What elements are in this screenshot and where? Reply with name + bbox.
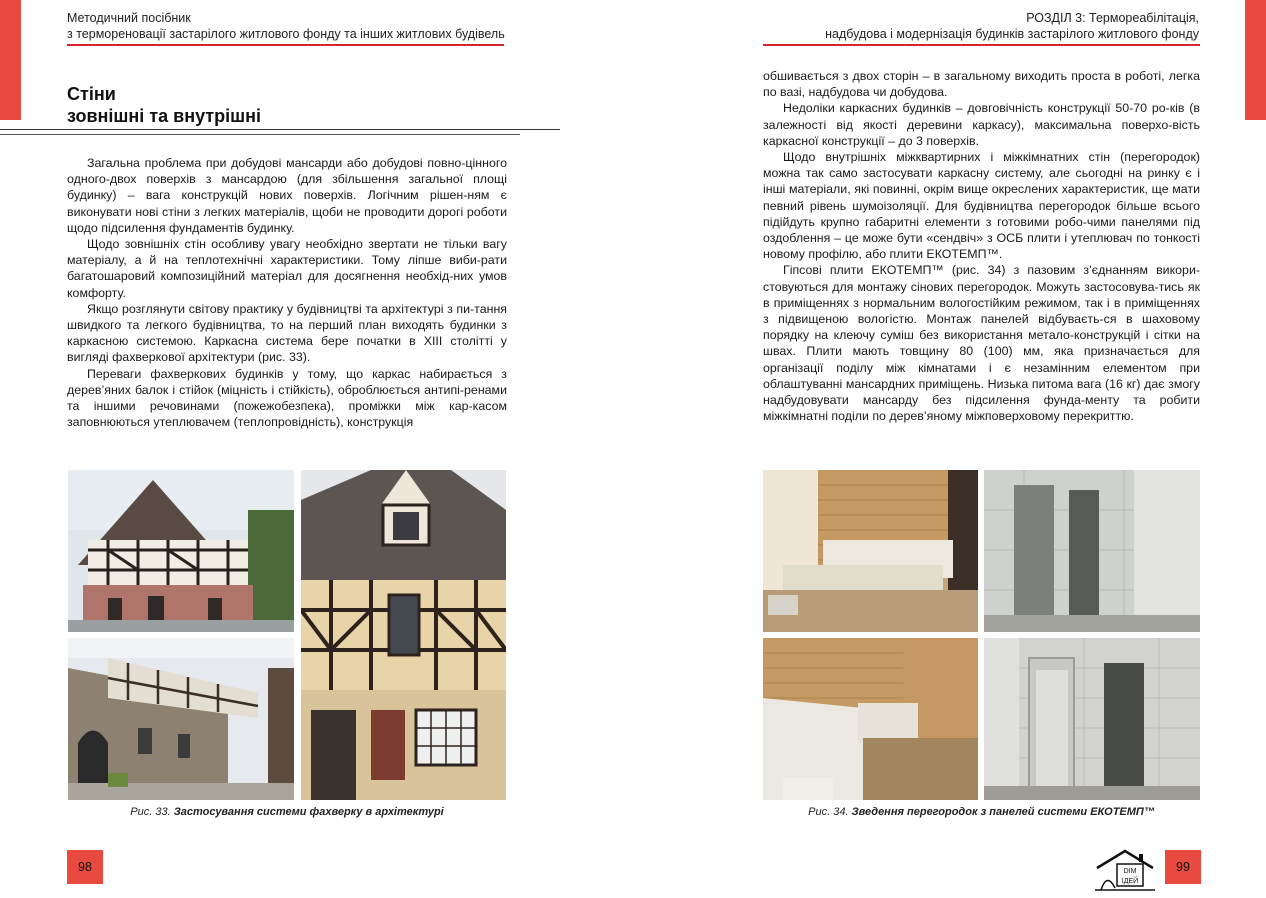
body-text: [67, 155, 507, 430]
page-number: 98: [67, 850, 103, 884]
caption-text: Застосування системи фахверку в архітектурі: [173, 806, 444, 818]
paragraph: Щодо зовнішніх стін особливу увагу необхідно звертати не тільки вагу матеріалу, а й на теплотехнічні характеристики. Тому ліпше виби-рати багатошаровий композиційний матеріал для досягнення необхід-них умов комфорту.: [67, 237, 507, 300]
photo-timber-street: [68, 638, 294, 800]
section-subtitle: зовнішні та внутрішні: [67, 106, 261, 126]
photo-panels-brick-room-1: [763, 470, 978, 632]
photo-timber-house-1: [68, 470, 294, 632]
header-line-2: з термореновації застарілого житлового фонду та інших житлових будівель: [67, 27, 505, 41]
header-line-1: РОЗДІЛ 3: Термореабілітація,: [1026, 11, 1199, 25]
paragraph: Загальна проблема при добудові мансарди або добудові повно-цінного одного-двох поверхів з мансардою (для збільшення загальної площі будинку) – вага конструкцій нових поверхів. Логічним рішен-ням є виконувати нові стіни з легких матеріалів, щоби не проводити дорогі роботи щодо підсилення фундаментів будинку.: [67, 156, 507, 235]
logo-text-top: DIM: [1123, 868, 1137, 875]
figure-caption: [763, 806, 1200, 818]
caption-prefix: Рис. 34.: [808, 806, 849, 818]
header-rule: [67, 44, 504, 46]
paragraph: обшивається з двох сторін – в загальному виходить проста в роботі, легка по вазі, надбудова чи добудова.: [763, 69, 1200, 100]
right-page: [633, 0, 1266, 898]
paragraph: Якщо розглянути світову практику у будівництві та архітектурі з пи-тання швидкого та легкого будівництва, то на перший план виходять будинки з каркасною системою. Каркасна система бере початки в XIII столітті у вигляді фахверкової архітектури (рис. 33).: [67, 301, 507, 365]
dim-idei-logo: [1093, 848, 1157, 892]
title-underline: [0, 129, 560, 130]
running-header: [759, 10, 1199, 42]
paragraph: Щодо внутрішніх міжквартирних і міжкімнатних стін (перегородок) можна так само застосувати каркасну систему, але сьогодні на ринку є і інші матеріали, які повинні, окрім вище окреслених характеристик, ще мати певний рівень шумоізоляції. Для будівництва перегородок більше всього підійдуть крупно габаритні елементи з готовими робо-чими панелями під оздоблення – це може бути «сендвіч» з ОСБ плити і утеплювач по тонкості новому профілю, або плити ЕКОТЕМП™.: [763, 150, 1200, 262]
paragraph: Переваги фахверкових будинків у тому, що каркас набирається з дерев’яних балок і стійок (міцність і стійкість), оброблюється антипі-ренами та іншими речовинами (пожежобезпека), проміжки між кар-касом заповнюються утеплювачем (теплопровідність), конструкція: [67, 366, 507, 430]
photo-panels-doorways-1: [984, 470, 1200, 632]
section-title: Стіни: [67, 84, 116, 104]
header-line-1: Методичний посібник: [67, 11, 191, 25]
header-line-2: надбудова і модернізація будинків застарілого житлового фонду: [825, 27, 1199, 41]
red-edge-tab: [0, 0, 21, 120]
caption-prefix: Рис. 33.: [130, 806, 171, 818]
photo-timber-house-2: [301, 470, 506, 800]
caption-text: Зведення перегородок з панелей системи ЕКОТЕМП™: [851, 806, 1155, 818]
figure-caption: [68, 806, 506, 818]
header-rule: [763, 44, 1200, 46]
title-underline-thin: [0, 134, 520, 135]
red-edge-tab: [1245, 0, 1266, 120]
page-number: 99: [1165, 850, 1201, 884]
photo-panels-doorways-2: [984, 638, 1200, 800]
photo-panels-brick-room-2: [763, 638, 978, 800]
running-header: [67, 10, 507, 42]
logo-text-bottom: ІДЕЙ: [1121, 878, 1139, 885]
paragraph: Недоліки каркасних будинків – довговічність конструкції 50-70 ро-ків (в залежності від якості деревини каркасу), максимальна поверхо-вість каркасної конструкції – до 3 поверхів.: [763, 101, 1200, 148]
paragraph: Гіпсові плити ЕКОТЕМП™ (рис. 34) з пазовим з’єднанням викори-стовуються для монтажу сінових перегородок. Можуть застосовува-тись як в приміщеннях з нормальним вологостійким режимом, так і в приміщеннях з підвищеною вологістю. Монтаж панелей відбуваєть-ся в шаховому порядку на клеючу суміш без використання метало-конструкцій і сітки на швах. Плити мають товщину 80 (100) мм, яка призначається для організації поділу між кімнатами і є незамінним елементом при облаштуванні мансардних приміщень. Низька питома вага (16 кг) дає змогу надбудовувати мансарду без підсилення фунда-менту та робити міжкімнатні поділи по дерев’яному міжповерховому перекриттю.: [763, 263, 1200, 424]
body-text: [763, 68, 1200, 424]
